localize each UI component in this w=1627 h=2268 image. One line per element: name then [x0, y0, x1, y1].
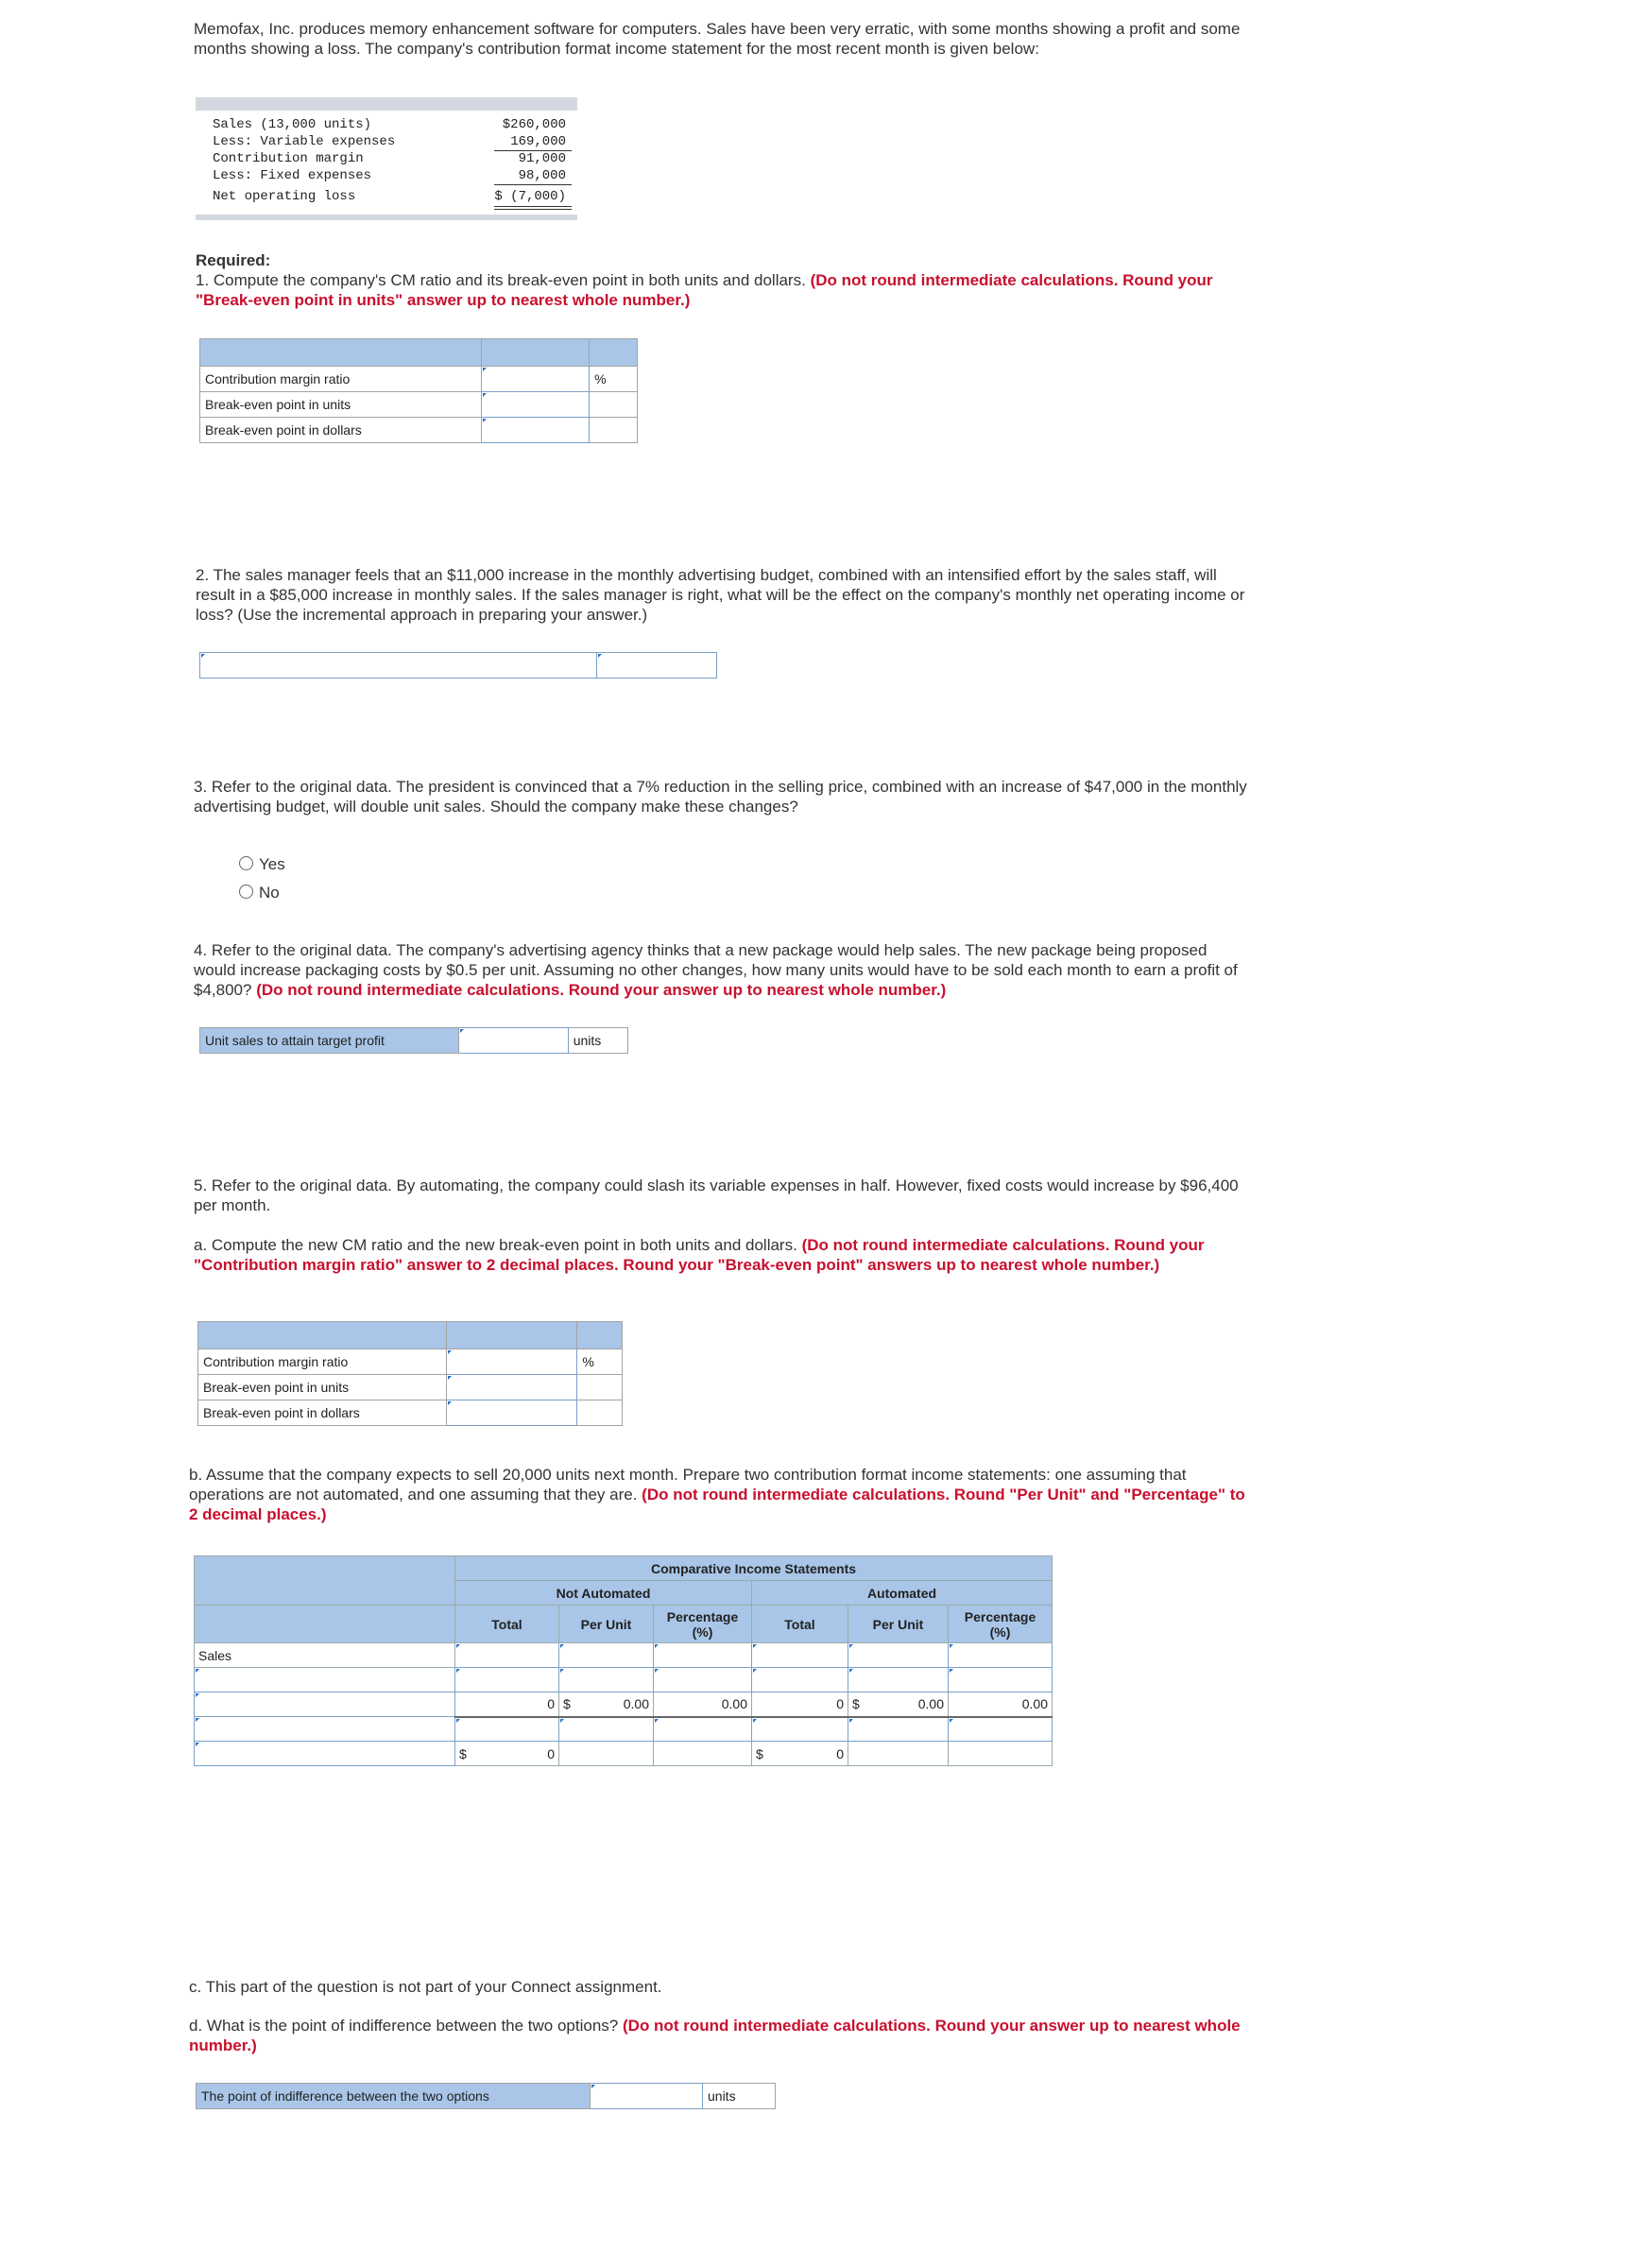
- statement-row: Less: Fixed expenses 98,000: [213, 168, 566, 183]
- target-units-input[interactable]: [459, 1028, 569, 1054]
- row-label: Unit sales to attain target profit: [200, 1028, 459, 1054]
- na-pct-value: 0.00: [654, 1692, 752, 1717]
- new-break-even-dollars-input[interactable]: [446, 1400, 577, 1426]
- a-pct-value: 0.00: [949, 1692, 1053, 1717]
- q5c-text: c. This part of the question is not part of your Connect assignment.: [189, 1978, 662, 1996]
- row-label-input[interactable]: [195, 1692, 455, 1717]
- row-label-input[interactable]: [195, 1742, 455, 1766]
- break-even-units-input[interactable]: [481, 392, 589, 418]
- percent-unit: %: [590, 367, 638, 392]
- col-per-unit: Per Unit: [559, 1606, 654, 1643]
- row-label: The point of indifference between the two options: [197, 2084, 591, 2109]
- q5d-text: d. What is the point of indifference between the two options? (Do not round intermediate calculations. Round your answer up to nearest whole number.): [189, 2017, 1241, 2054]
- a-total-value: 0: [752, 1692, 848, 1717]
- na-pct-input[interactable]: [654, 1668, 752, 1692]
- a-sales-pct-input[interactable]: [949, 1643, 1053, 1668]
- row-label-input[interactable]: [195, 1668, 455, 1692]
- row-label: Break-even point in units: [200, 392, 482, 418]
- statement-bottom-bar: [196, 215, 577, 220]
- group-automated: Automated: [752, 1581, 1053, 1606]
- underline: [494, 184, 572, 185]
- row-label: Contribution margin ratio: [198, 1349, 447, 1375]
- new-break-even-units-input[interactable]: [446, 1375, 577, 1400]
- col-per-unit: Per Unit: [848, 1606, 949, 1643]
- row-label-input[interactable]: [195, 1717, 455, 1742]
- row-label: Break-even point in dollars: [198, 1400, 447, 1426]
- q4-answer-table: [199, 1027, 628, 1054]
- na-net-total-value: $ 0: [455, 1742, 559, 1766]
- table-row: [195, 1643, 1053, 1668]
- na-sales-pct-input[interactable]: [654, 1643, 752, 1668]
- break-even-dollars-input[interactable]: [481, 418, 589, 443]
- radio-no[interactable]: [239, 885, 253, 899]
- col-total: Total: [752, 1606, 848, 1643]
- q5a-answer-table: [197, 1321, 623, 1426]
- radio-yes[interactable]: [239, 856, 253, 870]
- group-not-automated: Not Automated: [455, 1581, 752, 1606]
- a-net-total-value: $ 0: [752, 1742, 848, 1766]
- comparative-income-table: [194, 1555, 1053, 1766]
- percent-unit: %: [577, 1349, 623, 1375]
- q5d-answer-table: [196, 2083, 776, 2109]
- col-percentage: Percentage (%): [949, 1606, 1053, 1643]
- statement-top-bar: [196, 97, 577, 111]
- table-row: [195, 1717, 1053, 1742]
- na-total-input[interactable]: [455, 1717, 559, 1742]
- row-label-sales: Sales: [195, 1643, 455, 1668]
- a-total-input[interactable]: [752, 1717, 848, 1742]
- na-per-unit-input[interactable]: [559, 1668, 654, 1692]
- a-per-unit-input[interactable]: [848, 1717, 949, 1742]
- double-underline: [494, 206, 572, 207]
- new-cm-ratio-input[interactable]: [446, 1349, 577, 1375]
- na-total-input[interactable]: [455, 1668, 559, 1692]
- q2-text: 2. The sales manager feels that an $11,000 increase in the monthly advertising budget, combined with an intensified effort by the sales staff, will result in a $85,000 increase in monthly sales. If the sales manager is right, what will be the effect on the company's monthly net operating income or loss? (Use the incremental approach in preparing your answer.): [196, 566, 1245, 624]
- units-label: units: [568, 1028, 627, 1054]
- option-no-label: No: [259, 884, 280, 902]
- a-total-input[interactable]: [752, 1668, 848, 1692]
- q5b-text: b. Assume that the company expects to sell 20,000 units next month. Prepare two contribution format income statements: one assuming that operations are not automated, and one assuming that they are. (Do not round intermediate calculations. Round "Per Unit" and "Percentage" to 2 decimal places.): [189, 1466, 1245, 1523]
- q2-label-input[interactable]: [200, 653, 597, 679]
- statement-row: Net operating loss $ (7,000): [213, 189, 566, 204]
- na-per-unit-input[interactable]: [559, 1717, 654, 1742]
- q1-answer-table: [199, 338, 638, 443]
- row-label: Break-even point in dollars: [200, 418, 482, 443]
- col-percentage: Percentage (%): [654, 1606, 752, 1643]
- table-row: [195, 1668, 1053, 1692]
- na-per-unit-value: $ 0.00: [559, 1692, 654, 1717]
- q5-text: 5. Refer to the original data. By automating, the company could slash its variable expenses in half. However, fixed costs would increase by $96,400 per month.: [194, 1177, 1239, 1214]
- cm-ratio-input[interactable]: [481, 367, 589, 392]
- na-total-value: 0: [455, 1692, 559, 1717]
- units-label: units: [703, 2084, 776, 2109]
- q2-amount-input[interactable]: [597, 653, 717, 679]
- q3-text: 3. Refer to the original data. The president is convinced that a 7% reduction in the selling price, combined with an increase of $47,000 in the monthly advertising budget, will double unit sales. Should the company make these changes?: [194, 778, 1247, 816]
- a-pct-input[interactable]: [949, 1668, 1053, 1692]
- option-yes-label: Yes: [259, 855, 285, 873]
- a-pct-input[interactable]: [949, 1717, 1053, 1742]
- table-row: [195, 1742, 1053, 1766]
- statement-row: Less: Variable expenses 169,000: [213, 134, 566, 149]
- q1-text: 1. Compute the company's CM ratio and its break-even point in both units and dollars. (Do not round intermediate calculations. Round your "Break-even point in units" answer up to nearest whole number.): [196, 271, 1213, 309]
- row-label: Contribution margin ratio: [200, 367, 482, 392]
- na-pct-input[interactable]: [654, 1717, 752, 1742]
- income-statement: [196, 97, 577, 224]
- na-sales-per-unit-input[interactable]: [559, 1643, 654, 1668]
- a-sales-total-input[interactable]: [752, 1643, 848, 1668]
- row-label: Break-even point in units: [198, 1375, 447, 1400]
- na-sales-total-input[interactable]: [455, 1643, 559, 1668]
- indifference-point-input[interactable]: [591, 2084, 703, 2109]
- table-row: [195, 1692, 1053, 1717]
- statement-row: Contribution margin 91,000: [213, 151, 566, 166]
- intro-text: Memofax, Inc. produces memory enhancement software for computers. Sales have been very erratic, with some months showing a profit and some months showing a loss. The company's contribution format income statement for the most recent month is given below:: [194, 20, 1241, 58]
- q2-answer-table: [199, 652, 717, 679]
- statement-row: Sales (13,000 units) $260,000: [213, 117, 566, 132]
- comparative-title: Comparative Income Statements: [455, 1556, 1053, 1581]
- q4-text: 4. Refer to the original data. The company's advertising agency thinks that a new package would help sales. The new package being proposed would increase packaging costs by $0.5 per unit. Assuming no other changes, how many units would have to be sold each month to earn a profit of $4,800? (Do not round intermediate calculations. Round your answer up to nearest whole number.): [194, 941, 1238, 999]
- a-sales-per-unit-input[interactable]: [848, 1643, 949, 1668]
- a-per-unit-value: $ 0.00: [848, 1692, 949, 1717]
- col-total: Total: [455, 1606, 559, 1643]
- required-heading: Required:: [196, 251, 271, 269]
- q5a-text: a. Compute the new CM ratio and the new break-even point in both units and dollars. (Do not round intermediate calculations. Round your "Contribution margin ratio" answer to 2 decimal places. Round your "Break-even point" answers up to nearest whole number.): [194, 1236, 1205, 1274]
- double-underline: [494, 209, 572, 210]
- a-per-unit-input[interactable]: [848, 1668, 949, 1692]
